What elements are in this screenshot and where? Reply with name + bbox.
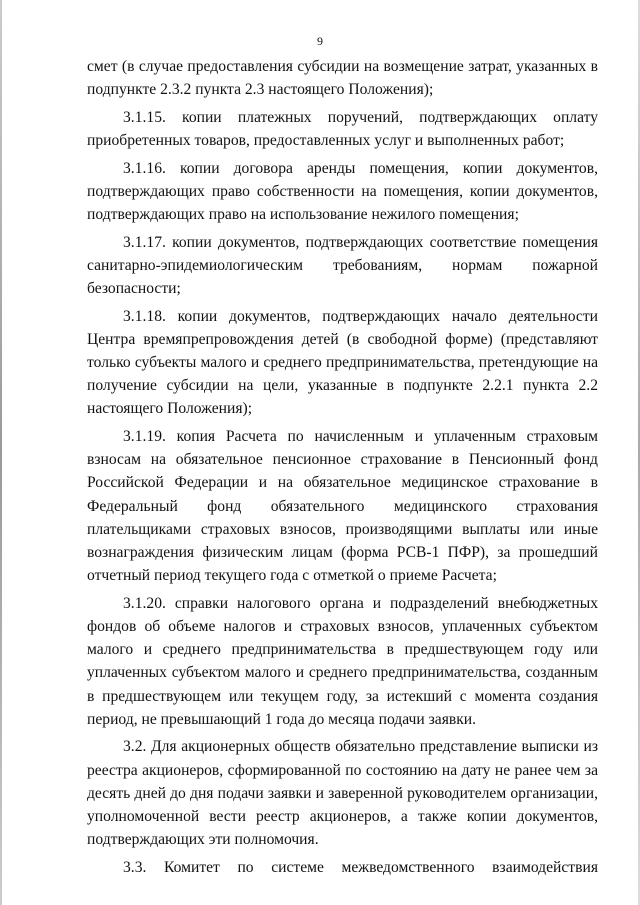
paragraph-continuation: смет (в случае предоставления субсидии на возмещение затрат, указанных в подпункте 2.3.2 пункта 2.3 настоящего Положения); bbox=[87, 58, 598, 99]
document-body bbox=[87, 55, 598, 883]
paragraph-3-1-20: 3.1.20. справки налогового органа и подразделений внебюджетных фондов об объеме налогов и страховых взносов, уплаченных субъектом малого и среднего предпринимательства в предшествующем году или уплаченных субъектом малого и среднего предпринимательства, созданным в предшествующем или текущем году, за истекший с момента создания период, не превышающий 1 года до месяца подачи заявки. bbox=[87, 594, 598, 728]
paragraph-3-1-19: 3.1.19. копия Расчета по начисленным и уплаченным страховым взносам на обязательное пенсионное страхование в Пенсионный фонд Российской Федерации и на обязательное медицинское страхование в Федеральный фонд обязательного медицинского страхования плательщиками страховых взносов, производящими выплаты или иные вознаграждения физическим лицам (форма РСВ-1 ПФР), за прошедший отчетный период текущего года с отметкой о приеме Расчета; bbox=[87, 428, 598, 585]
paragraph-3-1-16: 3.1.16. копии договора аренды помещения, копии документов, подтверждающих право собственности на помещения, копии документов, подтверждающих право на использование нежилого помещения; bbox=[87, 159, 598, 223]
paragraph-3-3: 3.3. Комитет по системе межведомственного взаимодействия bbox=[123, 858, 598, 876]
paragraph-3-1-15: 3.1.15. копии платежных поручений, подтверждающих оплату приобретенных товаров, предоставленных услуг и выполненных работ; bbox=[87, 108, 598, 149]
paragraph-3-1-18: 3.1.18. копии документов, подтверждающих начало деятельности Центра времяпрепровождения детей (в свободной форме) (представляют только субъекты малого и среднего предпринимательства, претендующие на получение субсидии на цели, указанные в подпункте 2.2.1 пункта 2.2 настоящего Положения); bbox=[87, 307, 598, 418]
paragraph-3-2: 3.2. Для акционерных обществ обязательно представление выписки из реестра акционеров, сформированной по состоянию на дату не ранее чем за десять дней до дня подачи заявки и заверенной руководителем организации, уполномоченной вести реестр акционеров, а также копии документов, подтверждающих эти полномочия. bbox=[87, 738, 598, 849]
paragraph-3-1-17: 3.1.17. копии документов, подтверждающих соответствие помещения санитарно-эпидемиологическим требованиям, нормам пожарной безопасности; bbox=[87, 233, 598, 297]
scan-edge-left bbox=[0, 0, 2, 905]
page-number: 9 bbox=[317, 34, 323, 48]
